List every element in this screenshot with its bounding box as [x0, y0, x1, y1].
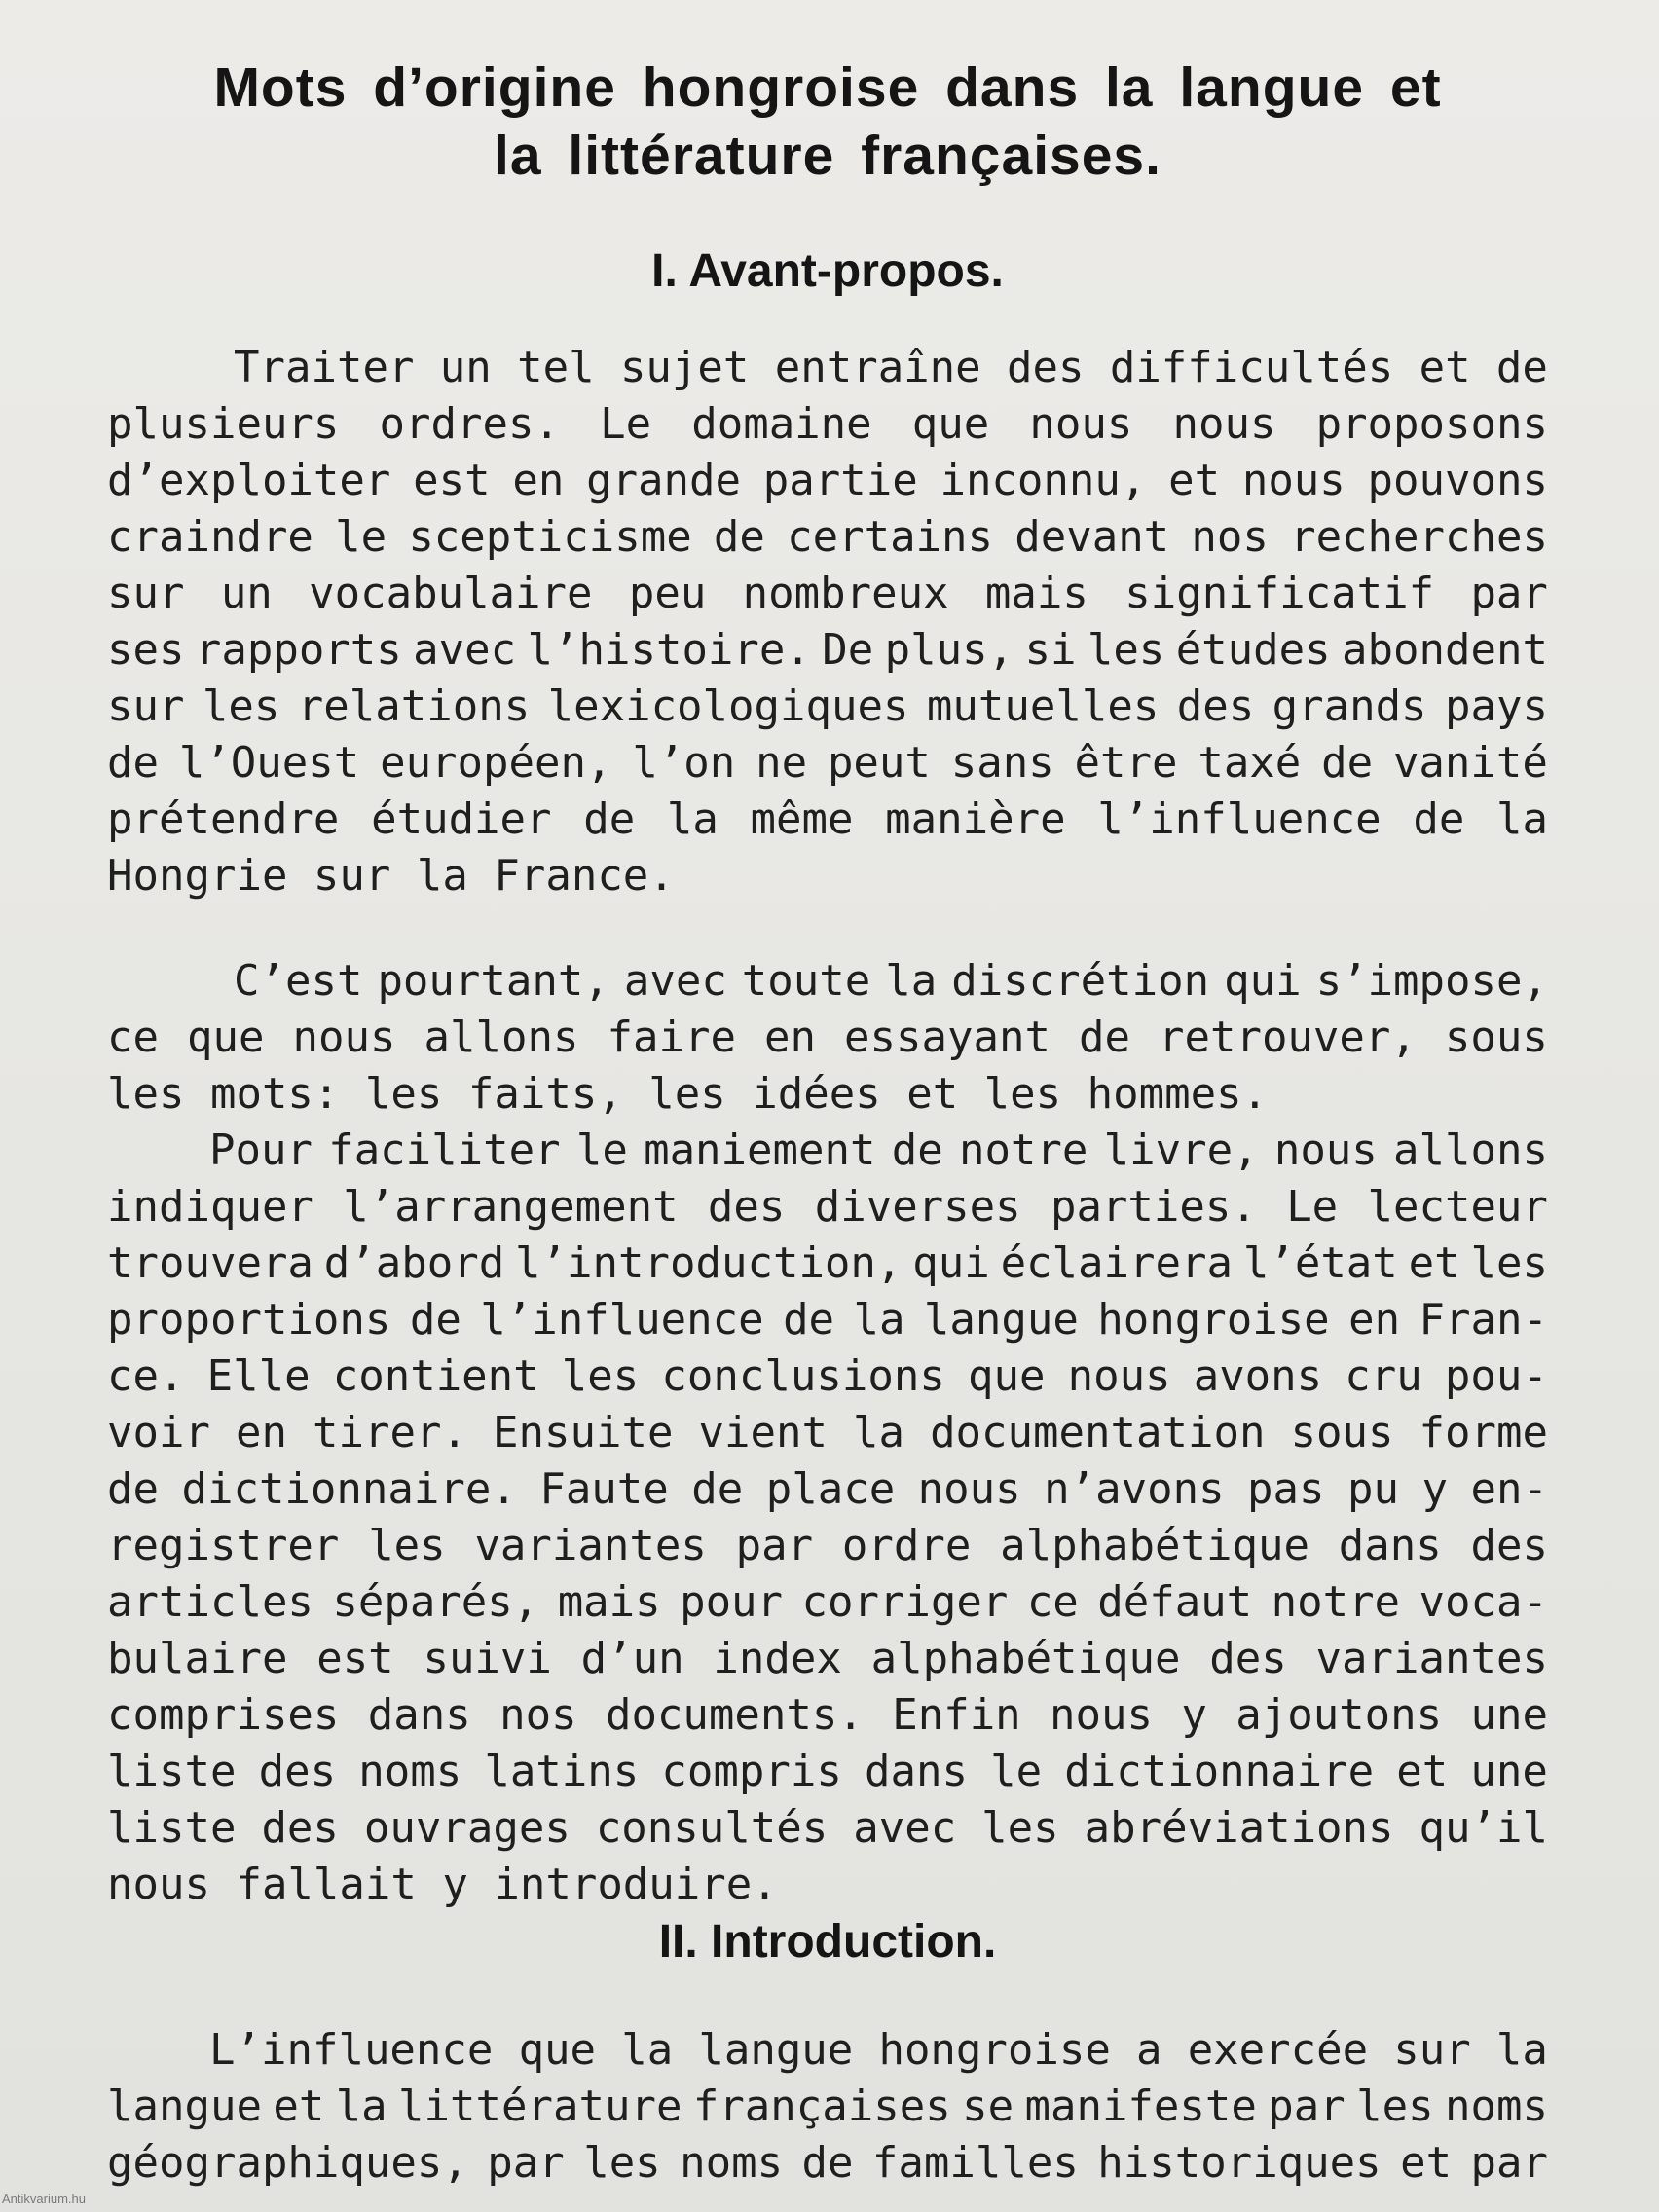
text-line [107, 2135, 1548, 2192]
word: des [261, 1803, 339, 1853]
document-title [107, 54, 1548, 190]
text-line [107, 622, 1548, 679]
word: la [1496, 794, 1548, 844]
text-line [107, 1518, 1548, 1574]
word: le [335, 512, 387, 562]
text-line [107, 509, 1548, 566]
word: littérature [398, 2082, 682, 2131]
word: que [518, 2025, 597, 2075]
title-line-1: Mots d’origine hongroise dans la langue et [213, 56, 1442, 119]
word: recherches [1290, 512, 1548, 562]
word: de [1413, 794, 1465, 844]
word: est [316, 1634, 394, 1683]
word: l’Ouest [178, 738, 360, 788]
text-line: nous fallait y introduire. [107, 1860, 778, 1909]
word: les [202, 682, 280, 731]
word: rapports [195, 625, 402, 675]
word: Faute [539, 1464, 669, 1514]
word: partie [762, 456, 918, 505]
word: et [1396, 1747, 1449, 1796]
word: l’influence [480, 1295, 764, 1345]
word: se [962, 2082, 1014, 2131]
word: alphabétique [870, 1634, 1181, 1683]
word: de [1078, 1013, 1130, 1062]
text-line [107, 735, 1548, 792]
word: et [273, 2082, 325, 2131]
watermark: Antikvarium.hu [2, 2192, 86, 2206]
word: variantes [474, 1521, 707, 1570]
word: liste [107, 1803, 237, 1853]
paragraph-2 [107, 953, 1548, 1123]
word: L’influence [209, 2025, 494, 2075]
word: même [750, 794, 854, 844]
word: françaises [692, 2082, 951, 2131]
word: a [1136, 2025, 1162, 2075]
word: en [512, 456, 565, 505]
word: et [1408, 1238, 1460, 1288]
word: notre [1271, 1577, 1401, 1627]
word: européen, [380, 738, 612, 788]
word: pour [680, 1577, 784, 1627]
word: sujet [619, 343, 750, 392]
word: ordre [841, 1521, 972, 1570]
word: craindre [107, 512, 313, 562]
word: une [1470, 1690, 1548, 1740]
word: bulaire [107, 1634, 288, 1683]
word: l’état [1242, 1238, 1398, 1288]
section-heading-avant-propos: I. Avant-propos. [651, 245, 1004, 297]
word: sans [950, 738, 1054, 788]
word: noms [1444, 2082, 1548, 2131]
word: noms [358, 1747, 462, 1796]
word: ce [1026, 1577, 1079, 1627]
word: documents. [605, 1690, 864, 1740]
word: le [990, 1747, 1043, 1796]
word: la [335, 2082, 387, 2131]
text-line [107, 1800, 1548, 1857]
word: Le [600, 399, 652, 449]
text-line [107, 396, 1548, 453]
word: ordres. [379, 399, 560, 449]
text-line [107, 1461, 1548, 1518]
word: des [1470, 1521, 1548, 1570]
word: de [783, 1295, 835, 1345]
title-line-2: la littérature françaises. [494, 125, 1161, 187]
word: des [707, 1182, 786, 1232]
word: ne [756, 738, 808, 788]
word: lexicologiques [547, 682, 909, 731]
word: prétendre [107, 794, 340, 844]
word: de [891, 1125, 943, 1175]
word: par [735, 1521, 814, 1570]
word: la [1495, 2025, 1548, 2075]
word: que [967, 1351, 1046, 1401]
word: ajoutons [1235, 1690, 1443, 1740]
word: par [1470, 2138, 1548, 2188]
word: nous [1241, 456, 1346, 505]
word: les [981, 1803, 1059, 1853]
text-line [107, 2079, 1548, 2135]
word: liste [107, 1747, 237, 1796]
word: est [413, 456, 491, 505]
word: s’impose, [1315, 956, 1548, 1006]
word: que [911, 399, 990, 449]
word: parties. [1050, 1182, 1257, 1232]
word: des [258, 1747, 337, 1796]
word: mais [557, 1577, 661, 1627]
word: noms [680, 2138, 784, 2188]
word: alphabétique [1000, 1521, 1309, 1570]
word: significatif [1124, 569, 1435, 618]
text-line [107, 1235, 1548, 1292]
word: place [765, 1464, 896, 1514]
text-line: les mots: les faits, les idées et les hommes. [107, 1069, 1269, 1119]
word: une [1470, 1747, 1548, 1796]
word: allons [424, 1013, 579, 1062]
word: avons [1193, 1351, 1323, 1401]
word: l’on [632, 738, 736, 788]
word: des [1007, 343, 1085, 392]
word: abréviations [1084, 1803, 1394, 1853]
word: et [1419, 343, 1471, 392]
word: la [853, 1408, 905, 1457]
word: sous [1290, 1408, 1394, 1457]
word: langue [923, 1295, 1079, 1345]
word: sur [107, 682, 185, 731]
word: faciliter [328, 1125, 561, 1175]
word: historiques [1097, 2138, 1382, 2188]
word: latins [484, 1747, 640, 1796]
word: que [187, 1013, 265, 1062]
word: voca- [1419, 1577, 1548, 1627]
word: proportions [107, 1295, 391, 1345]
word: vocabulaire [309, 569, 593, 618]
word: peut [827, 738, 931, 788]
word: éclairera [1000, 1238, 1233, 1288]
word: Enfin [892, 1690, 1021, 1740]
word: la [853, 1295, 905, 1345]
word: voir [107, 1408, 210, 1457]
word: en [1348, 1295, 1401, 1345]
word: y [1421, 1464, 1448, 1514]
word: avec [413, 625, 517, 675]
text-line [107, 340, 1548, 396]
word: les [1356, 2082, 1434, 2131]
word: hongroise [878, 2025, 1111, 2075]
word: l’influence [1097, 794, 1382, 844]
section-heading-introduction: II. Introduction. [658, 1916, 997, 1968]
word: la [885, 956, 938, 1006]
word: de [691, 1464, 744, 1514]
word: si [1024, 625, 1077, 675]
word: par [487, 2138, 565, 2188]
word: pouvons [1367, 456, 1548, 505]
text-line [107, 1292, 1548, 1348]
word: taxé [1198, 738, 1302, 788]
word: de [107, 738, 159, 788]
paragraph-3 [107, 1123, 1548, 1913]
word: mutuelles [926, 682, 1160, 731]
text-line: Hongrie sur la France. [107, 851, 675, 901]
word: avec [623, 956, 727, 1006]
text-line [107, 679, 1548, 735]
word: dans [367, 1690, 471, 1740]
word: des [1209, 1634, 1287, 1683]
word: ce [107, 1013, 159, 1062]
word: l’introduction, [515, 1238, 903, 1288]
word: contient [332, 1351, 539, 1401]
word: corriger [801, 1577, 1009, 1627]
word: pourtant, [377, 956, 609, 1006]
word: certains [787, 512, 994, 562]
word: nous [292, 1013, 396, 1062]
word: proposons [1315, 399, 1548, 449]
word: ce. [107, 1351, 185, 1401]
word: en [236, 1408, 287, 1457]
word: n’avons [1044, 1464, 1225, 1514]
text-line [107, 1687, 1548, 1744]
word: qu’il [1419, 1803, 1548, 1853]
word: inconnu, [940, 456, 1147, 505]
word: par [1470, 569, 1548, 618]
text-line [107, 792, 1548, 848]
word: Traiter [234, 343, 415, 392]
word: séparés, [332, 1577, 539, 1627]
word: l’histoire. [527, 625, 811, 675]
text-line [107, 953, 1548, 1010]
paragraph-1 [107, 340, 1548, 904]
word: compris [661, 1747, 842, 1796]
word: essayant [844, 1013, 1051, 1062]
word: nous [1172, 399, 1276, 449]
text-line [107, 1010, 1548, 1066]
word: y [1181, 1690, 1207, 1740]
word: qui [1224, 956, 1302, 1006]
word: documentation [930, 1408, 1266, 1457]
text-line [107, 1405, 1548, 1461]
word: les [1470, 1238, 1548, 1288]
word: diverses [814, 1182, 1021, 1232]
word: Le [1286, 1182, 1339, 1232]
word: tel [517, 343, 595, 392]
word: langue [698, 2025, 854, 2075]
word: nous [1050, 1690, 1153, 1740]
word: pu [1347, 1464, 1399, 1514]
word: conclusions [661, 1351, 945, 1401]
word: dans [1338, 1521, 1442, 1570]
word: langue [107, 2082, 262, 2131]
word: discrétion [951, 956, 1210, 1006]
word: nombreux [742, 569, 949, 618]
word: l’arrangement [343, 1182, 679, 1232]
word: les [561, 1351, 640, 1401]
word: scepticisme [408, 512, 692, 562]
word: indiquer [107, 1182, 313, 1232]
word: manifeste [1024, 2082, 1257, 2131]
word: registrer [107, 1521, 340, 1570]
word: vient [698, 1408, 828, 1457]
word: défaut [1097, 1577, 1253, 1627]
word: pas [1247, 1464, 1325, 1514]
word: de [713, 512, 765, 562]
word: en [764, 1013, 816, 1062]
word: avec [853, 1803, 957, 1853]
word: pou- [1444, 1351, 1548, 1401]
word: cru [1345, 1351, 1422, 1401]
text-line [107, 566, 1548, 622]
word: devant [1014, 512, 1170, 562]
word: nos [1191, 512, 1269, 562]
word: la [621, 2025, 674, 2075]
word: être [1074, 738, 1178, 788]
word: et [1168, 456, 1221, 505]
word: études [1175, 625, 1331, 675]
word: maniement [644, 1125, 876, 1175]
word: d’un [580, 1634, 684, 1683]
word: sur [1393, 2025, 1471, 2075]
word: les [368, 1521, 446, 1570]
word: retrouver, [1158, 1013, 1417, 1062]
word: faire [607, 1013, 736, 1062]
word: par [1268, 2082, 1346, 2131]
word: suivi [423, 1634, 552, 1683]
word: d’exploiter [107, 456, 391, 505]
word: dictionnaire. [181, 1464, 517, 1514]
word: allons [1393, 1125, 1548, 1175]
word: hongroise [1097, 1295, 1330, 1345]
word: mais [984, 569, 1088, 618]
word: de [801, 2138, 854, 2188]
word: de [409, 1295, 461, 1345]
word: un [439, 343, 492, 392]
word: lecteur [1367, 1182, 1548, 1232]
word: de [1321, 738, 1374, 788]
word: peu [628, 569, 707, 618]
text-line [107, 2022, 1548, 2079]
word: étudier [371, 794, 552, 844]
word: toute [741, 956, 871, 1006]
word: consultés [595, 1803, 829, 1853]
text-line [107, 1348, 1548, 1405]
word: grande [586, 456, 742, 505]
word: Pour [209, 1125, 313, 1175]
word: index [713, 1634, 842, 1683]
word: de [583, 794, 636, 844]
word: le [575, 1125, 628, 1175]
word: de [107, 1464, 159, 1514]
word: Elle [206, 1351, 311, 1401]
word: De [822, 625, 874, 675]
word: nous [1067, 1351, 1171, 1401]
word: comprises [107, 1690, 340, 1740]
text-line [107, 1574, 1548, 1631]
word: trouvera [107, 1238, 313, 1288]
word: exercée [1187, 2025, 1369, 2075]
document-page [107, 54, 1548, 2195]
word: notre [958, 1125, 1088, 1175]
word: variantes [1315, 1634, 1548, 1683]
word: qui [912, 1238, 990, 1288]
word: géographiques, [107, 2138, 468, 2188]
word: la [666, 794, 719, 844]
word: grands [1272, 682, 1427, 731]
word: nous [1029, 399, 1133, 449]
word: dictionnaire [1064, 1747, 1375, 1796]
word: forme [1419, 1408, 1548, 1457]
word: Fran- [1419, 1295, 1548, 1345]
word: sur [107, 569, 185, 618]
text-line [107, 1744, 1548, 1800]
word: sous [1444, 1013, 1548, 1062]
text-line [107, 1631, 1548, 1687]
word: C’est [234, 956, 363, 1006]
word: entraîne [774, 343, 981, 392]
word: domaine [691, 399, 872, 449]
word: articles [107, 1577, 313, 1627]
word: des [1176, 682, 1255, 731]
word: abondent [1342, 625, 1548, 675]
word: manière [885, 794, 1066, 844]
word: un [220, 569, 273, 618]
word: en- [1470, 1464, 1548, 1514]
word: les [1087, 625, 1165, 675]
word: familles [871, 2138, 1079, 2188]
word: livre, [1103, 1125, 1259, 1175]
text-line [107, 1123, 1548, 1179]
word: Ensuite [493, 1408, 674, 1457]
word: vanité [1392, 738, 1548, 788]
word: plus, [884, 625, 1014, 675]
word: et [1400, 2138, 1453, 2188]
word: plusieurs [107, 399, 340, 449]
word: tirer. [313, 1408, 467, 1457]
word: nous [917, 1464, 1021, 1514]
word: les [583, 2138, 661, 2188]
word: nous [1273, 1125, 1378, 1175]
word: ouvrages [363, 1803, 571, 1853]
word: dans [865, 1747, 968, 1796]
word: pays [1444, 682, 1548, 731]
word: d’abord [323, 1238, 505, 1288]
text-line [107, 453, 1548, 509]
word: ses [107, 625, 185, 675]
word: nos [499, 1690, 577, 1740]
paragraph-4 [107, 2022, 1548, 2192]
word: de [1495, 343, 1548, 392]
word: relations [297, 682, 531, 731]
text-line [107, 1179, 1548, 1235]
word: difficultés [1109, 343, 1394, 392]
